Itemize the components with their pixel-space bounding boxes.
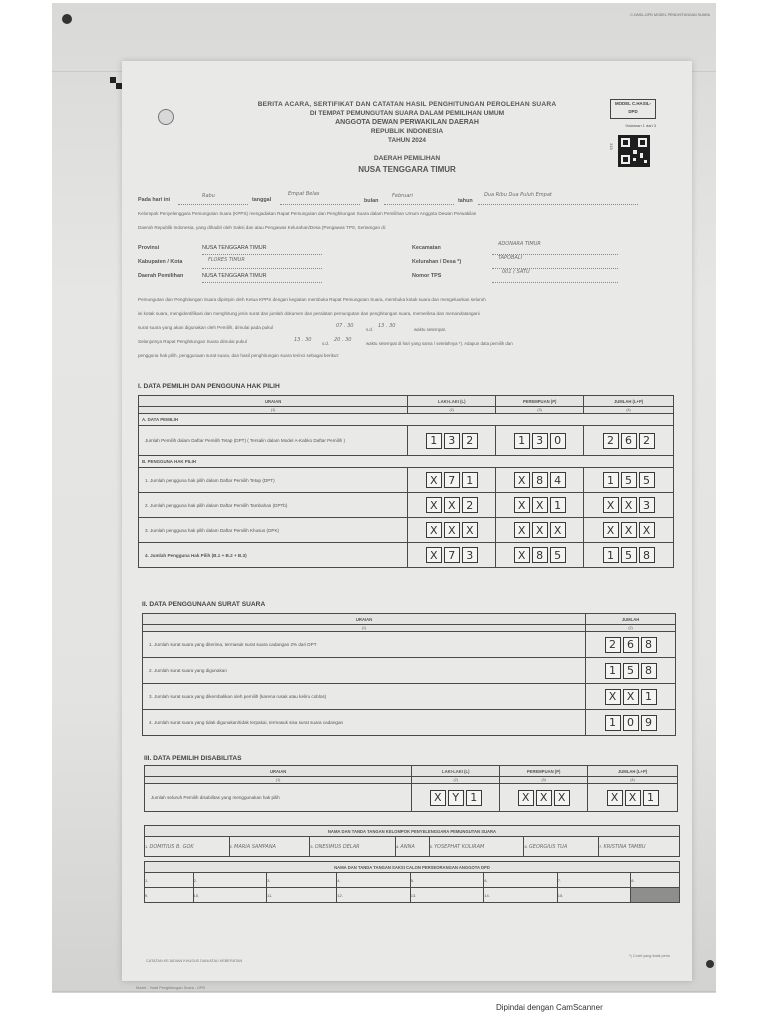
side-code: 315 [609,143,614,150]
time-end-1: 13 . 30 [378,323,396,329]
dotted-line [202,253,322,255]
sig-name: ONESIMUS DELAR [314,843,360,850]
waktu-label-2: waktu setempat di hari yang sama / setelahnya *). Adapun data pemilih dan [366,341,513,346]
col-index: (1) [139,407,408,414]
digit-cell: X [550,522,566,538]
row-b4-jumlah [584,543,674,568]
row-b1-laki [408,468,496,493]
row-ss2-jumlah [586,658,676,684]
kpps-signature-7 [599,837,680,857]
dotted-line [478,203,638,205]
model-box: MODEL C.HASIL-DPD [610,99,656,119]
kabupaten-label: Kabupaten / Kota [138,259,183,265]
digit-cell: 1 [426,433,442,449]
digit-cell: X [518,790,534,806]
form-title: BERITA ACARA, SERTIFIKAT DAN CATATAN HASIL PENGHITUNGAN PEROLEHAN SUARA [257,101,557,108]
digit-cell: 2 [605,637,621,653]
saksi-slot-gray [631,888,680,903]
section-1-table [138,395,674,568]
col-laki-laki: LAKI-LAKI (L) [412,766,500,777]
scanned-paper [52,3,716,993]
saksi-slot: 9. [145,888,194,903]
form-title-line3: ANGGOTA DEWAN PERWAKILAN DAERAH [335,119,479,126]
body-p3: surat suara yang akan digunakan oleh Pemilih, dimulai pada pukul [138,325,274,330]
waktu-label: waktu setempat. [414,327,446,332]
saksi-slot: 15. [557,888,631,903]
dapil-heading: DAERAH PEMILIHAN [373,155,441,162]
fold-line [52,991,716,992]
sig-name: GEORGIUS TUA [528,843,568,850]
row-b1-label: 1. Jumlah pengguna hak pilih dalam Daftar Pemilih Tetap (DPT) [139,468,408,493]
digit-cell: X [426,472,442,488]
section-2-title: II. DATA PENGGUNAAN SURAT SUARA [142,601,266,608]
row-b4-label: 4. Jumlah Pengguna Hak Pilih (B.1 + B.2 + B.3) [139,543,408,568]
top-right-tag: C.HASIL-DPD MODEL PENGHITUNGAN SUARA [630,13,710,17]
row-b4-perempuan [496,543,584,568]
row-ss4-label: 4. Jumlah surat suara yang tidak digunakan/tidak terpakai, termasuk sisa surat suara cadangan [143,710,586,736]
time-start-1: 07 . 30 [336,323,354,329]
digit-cell: X [514,472,530,488]
provinsi-label: Provinsi [138,245,160,251]
kpps-signature-table [144,825,680,857]
kabupaten-value: FLORES TIMUR [208,257,245,263]
tahun-value: Dua Ribu Dua Puluh Empat [484,192,552,198]
digit-cell: 5 [639,472,655,488]
digit-cell: X [605,689,621,705]
kpps-signature-1 [145,837,230,857]
digit-cell: 7 [444,547,460,563]
col-index: (1) [145,777,412,784]
digit-cell: 6 [621,433,637,449]
digit-cell: X [514,522,530,538]
col-index: (4) [588,777,678,784]
time-start-2: 13 . 30 [294,337,312,343]
digit-cell: X [623,689,639,705]
digit-cell: 8 [641,637,657,653]
pin-icon [706,960,714,968]
row-b1-perempuan [496,468,584,493]
footer-note-right: *) Coret yang tidak perlu [629,954,670,958]
sig-name: KRISTINA TAMBU [603,843,646,850]
col-index: (2) [586,625,676,632]
section-3-table [144,765,678,812]
digit-cell: 3 [532,433,548,449]
intro-kpps-2: Daerah Republik Indonesia, yang dihadiri oleh Saksi dan atau Pengawas Kelurahan/Desa (Pengawas TPS, Sertamgan di: [138,225,387,230]
row-ss2-label: 2. Jumlah surat suara yang digunakan [143,658,586,684]
digit-cell: X [426,497,442,513]
digit-cell: 8 [532,472,548,488]
col-jumlah: JUMLAH [586,614,676,625]
digit-cell: X [444,522,460,538]
subsection-b: B. PENGGUNA HAK PILIH [139,456,674,468]
col-perempuan: PEREMPUAN (P) [496,396,584,407]
row-b3-jumlah [584,518,674,543]
subsection-a: A. DATA PEMILIH [139,414,674,426]
kpps-signature-5 [429,837,524,857]
digit-cell: 2 [462,433,478,449]
pada-hari-ini-label: Pada hari ini [138,197,171,203]
row-b3-label: 3. Jumlah pengguna hak pilih dalam Daftar Pemilih Khusus (DPK) [139,518,408,543]
dotted-line [384,203,454,205]
digit-cell: X [532,522,548,538]
digit-cell: 4 [550,472,566,488]
col-uraian: URAIAN [145,766,412,777]
tahun-label: tahun [458,198,473,204]
sig-name: ANNA [400,843,415,850]
digit-cell: 2 [639,433,655,449]
digit-cell: Y [448,790,464,806]
digit-cell: 2 [603,433,619,449]
body-p5: pengguna hak pilih, penggunaan surat suara, dan hasil penghitungan suara terinci sebagai berikut: [138,353,339,358]
digit-cell: 7 [444,472,460,488]
body-p4: Selanjutnya Rapat Penghitungan Suara dimulai pukul [138,339,247,344]
digit-cell: X [514,497,530,513]
row-dpt-perempuan [496,426,584,456]
row-disabilitas-laki [412,784,500,812]
sig-no: 1. [145,843,149,849]
digit-cell: 3 [639,497,655,513]
digit-cell: X [621,522,637,538]
form-title-line4: REPUBLIK INDONESIA [370,128,444,135]
form-title-line2: DI TEMPAT PEMUNGUTAN SUARA DALAM PEMILIHAN UMUM [309,110,505,117]
sig-no: 2. [229,843,233,849]
provinsi-value: NUSA TENGGARA TIMUR [202,245,267,251]
saksi-slot: 8. [631,873,680,888]
dotted-line [202,281,322,283]
digit-cell: 0 [550,433,566,449]
row-dpt-laki [408,426,496,456]
row-b2-laki [408,493,496,518]
row-disabilitas-perempuan [500,784,588,812]
saksi-slot: 14. [484,888,558,903]
digit-cell: X [625,790,641,806]
dapil-label: Daerah Pemilihan [138,273,184,279]
col-jumlah: JUMLAH (L+P) [588,766,678,777]
digit-cell: 8 [641,663,657,679]
digit-cell: X [603,497,619,513]
col-index: (2) [412,777,500,784]
section-3-title: III. DATA PEMILIH DISABILITAS [144,755,242,762]
col-index: (1) [143,625,586,632]
digit-cell: 1 [605,715,621,731]
digit-cell: 5 [621,547,637,563]
digit-cell: X [532,497,548,513]
saksi-slot: 12. [337,888,411,903]
digit-cell: X [430,790,446,806]
body-p2: isi kotak suara, mengidentifikasi dan menghitung jenis surat dan jumlah dokumen dan peralatan pemungutan dan penghitungan suara, memeriksa dan menandatangani [138,311,480,316]
digit-cell: 8 [639,547,655,563]
saksi-signature-title: NAMA DAN TANDA TANGAN SAKSI CALON PERSEORANGAN ANGGOTA DPD [145,862,680,873]
tps-label: Nomor TPS [412,273,442,279]
col-uraian: URAIAN [139,396,408,407]
kpps-signature-3 [310,837,396,857]
saksi-slot: 2. [193,873,267,888]
kpps-signature-2 [229,837,310,857]
digit-cell: X [514,547,530,563]
col-jumlah: JUMLAH (L+P) [584,396,674,407]
row-b2-label: 2. Jumlah pengguna hak pilih dalam Daftar Pemilih Tambahan (DPTb) [139,493,408,518]
digit-cell: 1 [462,472,478,488]
digit-cell: X [621,497,637,513]
sig-no: 3. [310,843,314,849]
digit-cell: 1 [514,433,530,449]
digit-cell: 5 [623,663,639,679]
digit-cell: 6 [623,637,639,653]
digit-cell: 1 [550,497,566,513]
col-index: (3) [500,777,588,784]
saksi-signature-table [144,861,680,903]
saksi-slot: 4. [337,873,411,888]
row-b4-laki [408,543,496,568]
row-disabilitas-jumlah [588,784,678,812]
sd-label: s.d. [366,327,374,332]
saksi-slot: 10. [193,888,267,903]
col-index: (2) [408,407,496,414]
kpps-signature-title: NAMA DAN TANDA TANGAN KELOMPOK PENYELENGGARA PEMUNGUTAN SUARA [145,826,680,837]
tanggal-value: Empat Belas [288,191,320,197]
row-b3-laki [408,518,496,543]
saksi-slot: 7. [557,873,631,888]
sig-name: MARIA SAMPANA [234,843,276,850]
digit-cell: X [426,547,442,563]
bulan-label: bulan [364,198,379,204]
row-ss3-jumlah [586,684,676,710]
row-b2-jumlah [584,493,674,518]
digit-cell: X [426,522,442,538]
digit-cell: X [607,790,623,806]
kecamatan-label: Kecamatan [412,245,441,251]
digit-cell: 0 [623,715,639,731]
col-perempuan: PEREMPUAN (P) [500,766,588,777]
dotted-line [492,281,618,283]
sig-no: 5. [429,843,433,849]
saksi-slot: 6. [484,873,558,888]
kelurahan-label: Kelurahan / Desa *) [412,259,462,265]
saksi-slot: 3. [267,873,337,888]
digit-cell: X [639,522,655,538]
kpps-signature-6 [524,837,599,857]
tps-value: 001 ( SATU [502,269,530,275]
row-ss4-jumlah [586,710,676,736]
kelurahan-value: TAPOBALI [498,255,523,261]
bulan-value: Februari [392,193,413,199]
saksi-slot: 13. [410,888,484,903]
row-ss1-label: 1. Jumlah surat suara yang diterima, termasuk surat suara cadangan 2% dari DPT [143,632,586,658]
digit-cell: 2 [462,497,478,513]
tanggal-label: tanggal [252,197,272,203]
footer-bottom-left: Model - Hasil Penghitungan Suara - DPD [136,986,206,990]
kecamatan-value: ADONARA TIMUR [498,241,541,247]
row-ss3-label: 3. Jumlah surat suara yang dikembalikan oleh pemilih (karena rusak atau keliru coblos) [143,684,586,710]
digit-cell: 1 [466,790,482,806]
sig-name: YOSEPHAT KOLIRAM [434,843,485,850]
sig-no: 6. [524,843,528,849]
digit-cell: X [444,497,460,513]
saksi-slot: 5. [410,873,484,888]
sig-no: 4. [395,843,400,849]
digit-cell: 3 [462,547,478,563]
saksi-slot: 11. [267,888,337,903]
digit-cell: X [536,790,552,806]
qr-code-icon [618,135,650,167]
row-dpt-label: Jumlah Pemilih dalam Daftar Pemilih Tetap (DPT) ( Tersalin dalam Model A-Kabko Daftar Pemilih ) [139,426,408,456]
sig-no: 7. [599,843,603,849]
col-uraian: URAIAN [143,614,586,625]
section-2-table [142,613,676,736]
digit-cell: X [603,522,619,538]
page-indicator: Halaman 1 dari 3 [625,123,656,128]
row-disabilitas-label: Jumlah seluruh Pemilih disabilitas yang menggunakan hak pilih [145,784,412,812]
kpps-signature-4 [395,837,429,857]
row-b2-perempuan [496,493,584,518]
row-b3-perempuan [496,518,584,543]
digit-cell: 1 [603,547,619,563]
intro-kpps: Kelompok Penyelenggara Pemungutan Suara (KPPS) mengadakan Rapat Pemungutan dan Penghitungan Suara dalam Pemilihan Umum Anggota Dewan Perwakilan [138,211,477,216]
dotted-line [202,267,322,269]
sd-label-2: s.d. [322,341,330,346]
pin-icon [62,14,72,24]
digit-cell: 8 [532,547,548,563]
row-ss1-jumlah [586,632,676,658]
body-p1: Pemungutan dan Penghitungan Suara dipimpin oleh Ketua KPPS dengan kegiatan membuka Rapat Pemungutan Suara, membuka kotak suara dan mengeluarkan seluruh [138,297,486,302]
footer-note-left: CATATAN KEJADIAN KHUSUS DAN/ATAU KEBERATAN [146,959,243,963]
col-index: (4) [584,407,674,414]
time-end-2: 20 . 30 [334,337,352,343]
section-1-title: I. DATA PEMILIH DAN PENGGUNA HAK PILIH [138,383,280,390]
digit-cell: 5 [550,547,566,563]
dotted-line [280,203,360,205]
hari-value: Rabu [202,193,215,199]
col-laki-laki: LAKI-LAKI (L) [408,396,496,407]
digit-cell: 3 [444,433,460,449]
digit-cell: 5 [621,472,637,488]
row-b1-jumlah [584,468,674,493]
dotted-line [178,203,248,205]
row-dpt-jumlah [584,426,674,456]
dapil-value: NUSA TENGGARA TIMUR [202,273,267,279]
scanner-watermark: Dipindai dengan CamScanner [496,1003,603,1012]
dapil-name: NUSA TENGGARA TIMUR [358,165,456,174]
saksi-slot: 1. [145,873,194,888]
digit-cell: 9 [641,715,657,731]
form-document [122,61,692,981]
form-year: TAHUN 2024 [388,137,426,144]
digit-cell: 1 [641,689,657,705]
digit-cell: 1 [605,663,621,679]
digit-cell: 1 [643,790,659,806]
digit-cell: X [462,522,478,538]
sig-name: DOMITIUS B. GOK [149,843,194,850]
col-index: (3) [496,407,584,414]
digit-cell: X [554,790,570,806]
digit-cell: 1 [603,472,619,488]
